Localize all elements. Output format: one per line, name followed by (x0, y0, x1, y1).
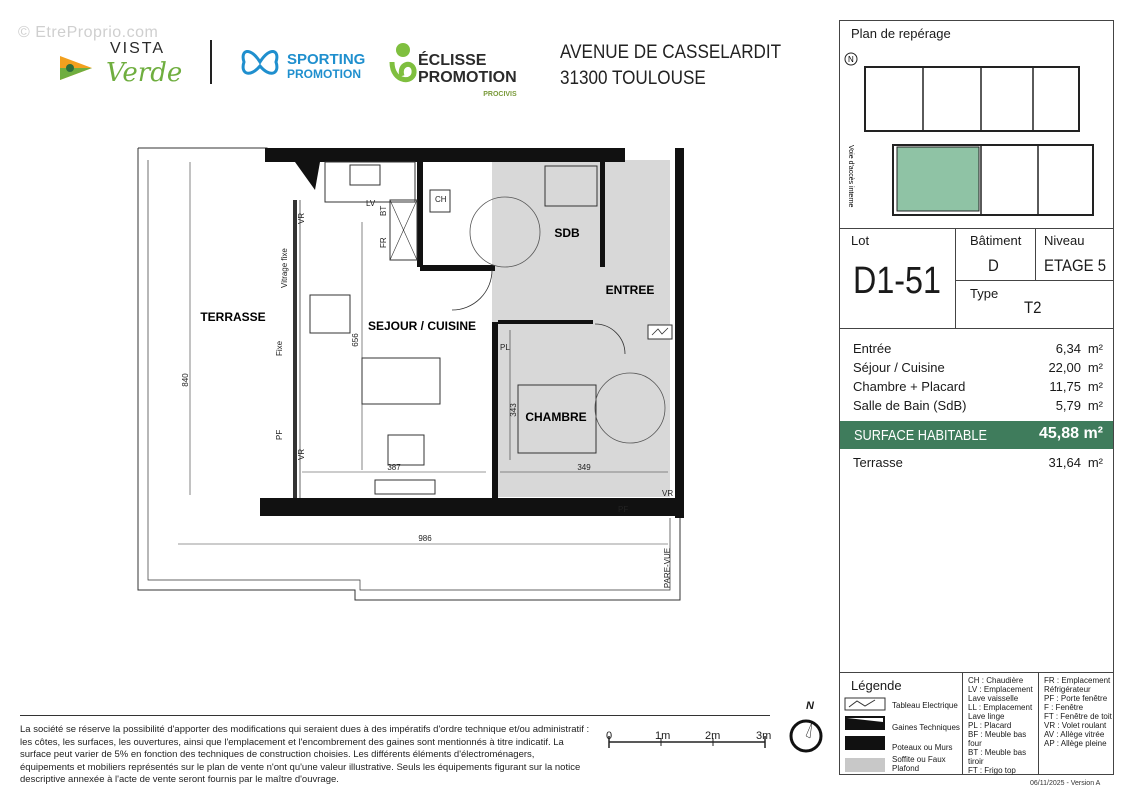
locator-plan (843, 45, 1103, 225)
dining-table (310, 295, 350, 333)
locator-title: Plan de repérage (851, 26, 951, 41)
abbr-item: LL : Emplacement Lave linge (968, 703, 1033, 721)
disclaimer: La société se réserve la possibilité d'apporter des modifications qui seraient dues à des impératifs d'ordre technique et/ou administratif : les côtes, les surfaces, les ouvertures, ainsi que l'emplacement et l'encombrement des gaines sont mentionnés à titre indicatif. La surface peut varier de 5% en fonction des techniques de construction choisies. Les différents éléments d'électroménagers, équipements et mobiliers représentés sur le plan de vente n'ont qu'une valeur illustrative. Seuls les équipements figurant sur la notice descriptive annexée à l'acte de vente seront fournis par le maître d'ouvrage. (20, 724, 590, 785)
legend-tableau: Tableau Electrique (892, 701, 958, 710)
surface-unit: m² (1087, 360, 1103, 375)
surface-row (853, 360, 1103, 379)
batiment-label: Bâtiment (970, 233, 1022, 248)
eclisse-sub: PROCIVIS (483, 91, 517, 98)
surface-value: 11,75 (1049, 379, 1081, 394)
locator-north-label: N (848, 55, 854, 64)
type-label: Type (970, 286, 999, 301)
wall-top-mid (425, 148, 625, 162)
scale-0: 0 (606, 730, 613, 742)
armchair (388, 435, 424, 465)
kitchen-counter (325, 162, 415, 202)
mark-vr-bottom: VR (662, 489, 674, 498)
dim-387: 387 (387, 463, 401, 472)
eclisse-promotion-logo (418, 52, 517, 103)
abbr-item: F : Fenêtre (1044, 703, 1084, 712)
abbr-item: CH : Chaudière (968, 676, 1024, 685)
eclisse-logo-icon (388, 40, 418, 86)
abbr-item: FT : Frigo top (968, 766, 1016, 775)
mark-bt: BT (379, 205, 388, 216)
scale-2m: 2m (705, 730, 721, 742)
vista-verde-logo-icon (58, 50, 94, 86)
abbr-item: FT : Fenêtre de toit (1044, 712, 1112, 721)
surface-name: Entrée (853, 341, 892, 356)
surface-habitable-label: SURFACE HABITABLE (854, 427, 987, 444)
legend-soffite: Soffite ou Faux Plafond (892, 755, 946, 773)
abbr-item: FR : Emplacement Réfrigérateur (1044, 676, 1111, 694)
abbr-item: LV : Emplacement Lave vaisselle (968, 685, 1033, 703)
terrasse-unit: m² (1087, 455, 1103, 470)
surface-unit: m² (1087, 379, 1103, 394)
eclisse-line1: ÉCLISSE (418, 52, 487, 69)
poteaux-murs-icon (845, 736, 885, 750)
watermark: © EtreProprio.com (18, 24, 159, 41)
mark-pf-left: PF (275, 429, 284, 440)
address-line1: AVENUE DE CASSELARDIT (560, 42, 782, 63)
scale-1m: 1m (655, 730, 671, 742)
lot-label: Lot (851, 233, 870, 248)
abbr-item: PF : Porte fenêtre (1044, 694, 1108, 703)
abbr-item: BF : Meuble bas four (968, 730, 1027, 748)
wall-sdb-right (600, 162, 605, 267)
wall-right (675, 148, 684, 518)
terrasse-value: 31,64 (1048, 455, 1081, 470)
gaine-triangle (295, 162, 320, 190)
address (560, 40, 781, 92)
legend-poteaux: Poteaux ou Murs (892, 743, 953, 752)
sporting-promotion-logo (287, 52, 365, 82)
room-sejour-cuisine: SEJOUR / CUISINE (367, 319, 477, 333)
sporting-line2: PROMOTION (287, 67, 361, 81)
room-terrasse: TERRASSE (200, 310, 266, 324)
surface-name: Salle de Bain (SdB) (853, 398, 967, 413)
wall-top-left (265, 148, 425, 162)
mark-fr: FR (379, 237, 388, 248)
niveau-label: Niveau (1044, 233, 1085, 248)
batiment-value: D (988, 256, 999, 275)
surface-habitable-value: 45,88 m² (1038, 425, 1103, 442)
surface-name: Séjour / Cuisine (853, 360, 945, 375)
terrasse-name: Terrasse (853, 455, 903, 470)
abbr-item: AP : Allège pleine (1044, 739, 1107, 748)
entree-ceiling-zone (492, 160, 670, 335)
dim-343: 343 (509, 403, 518, 417)
address-line2: 31300 TOULOUSE (560, 68, 706, 89)
floor-plan (130, 140, 700, 610)
surface-row (853, 341, 1103, 360)
locator-lot-highlight (897, 147, 979, 211)
dim-840: 840 (181, 373, 190, 387)
terrace-outline (138, 148, 267, 160)
wall-kitchen (417, 162, 423, 267)
legend-symbols (843, 696, 889, 776)
mark-fixe: Fixe (275, 340, 284, 356)
room-entree: ENTREE (605, 283, 655, 297)
brand-vista: VISTA (110, 40, 166, 57)
abbr-item: PL : Placard (968, 721, 1012, 730)
version-date: 06/11/2025 - Version A (1030, 780, 1101, 787)
legend-abbr-col2 (1044, 676, 1112, 748)
scale-3m: 3m (756, 730, 772, 742)
surface-habitable-bar (840, 421, 1113, 449)
abbr-item: VR : Volet roulant (1044, 721, 1107, 730)
tv-unit (375, 480, 435, 494)
legend-abbr-col1 (968, 676, 1036, 775)
eclisse-line2: PROMOTION (418, 69, 517, 86)
surface-name: Chambre + Placard (853, 379, 966, 394)
legend-gaines: Gaines Techniques (892, 723, 960, 732)
surface-value: 22,00 (1048, 360, 1081, 375)
faux-plafond-icon (845, 758, 885, 772)
room-chambre: CHAMBRE (525, 410, 587, 424)
wall-chambre-left (492, 322, 498, 498)
surface-value: 5,79 (1055, 398, 1081, 413)
sporting-butterfly-icon (240, 44, 280, 80)
surface-row (853, 398, 1103, 417)
surface-row (853, 379, 1103, 398)
dim-656: 656 (351, 333, 360, 347)
sporting-line1: SPORTING (287, 51, 366, 68)
surface-list (853, 341, 1103, 417)
locator-road-label: Voie d'accès interne (847, 145, 854, 208)
surface-value: 6,34 (1055, 341, 1081, 356)
wall-sdb-bottom (420, 265, 495, 271)
abbr-item: BT : Meuble bas tiroir (968, 748, 1027, 766)
mark-pare-vue: PARE-VUE (663, 547, 672, 589)
type-value: T2 (1024, 298, 1042, 317)
mark-ch: CH (435, 195, 447, 204)
niveau-value: ETAGE 5 (1044, 256, 1107, 275)
mark-pf-bottom: PF (618, 505, 629, 514)
mark-vr-left: VR (297, 448, 306, 460)
surface-unit: m² (1087, 341, 1103, 356)
mark-vr-top: VR (297, 212, 306, 224)
dim-986: 986 (418, 534, 432, 543)
brand-verde: Verde (106, 58, 183, 88)
tableau-electrique-icon (845, 698, 885, 710)
surface-unit: m² (1087, 398, 1103, 413)
header-divider (210, 40, 212, 84)
scale-bar (605, 728, 775, 752)
sofa (362, 358, 440, 404)
mark-pl: PL (500, 343, 510, 352)
room-sdb: SDB (554, 226, 580, 240)
sink (350, 165, 380, 185)
legend-title: Légende (851, 678, 902, 693)
mark-vitrage-fixe: Vitrage fixe (280, 248, 289, 288)
lot-value: D1-51 (853, 260, 941, 302)
terrasse-row (853, 455, 1103, 470)
wall-chambre-top (498, 320, 593, 324)
mark-lv: LV (366, 199, 376, 208)
entrance-door (452, 270, 492, 310)
dim-349: 349 (577, 463, 591, 472)
north-label: N (806, 700, 814, 712)
abbr-item: AV : Allège vitrée (1044, 730, 1105, 739)
